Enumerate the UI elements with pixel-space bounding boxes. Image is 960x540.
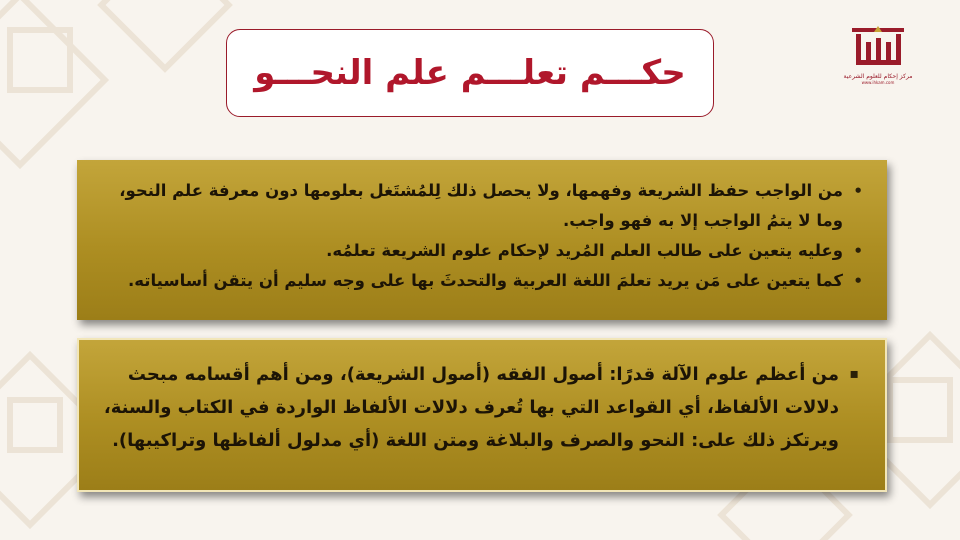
bullet-list-1 bbox=[93, 176, 861, 296]
logo-subtitle: مركز إحكام للعلوم الشرعية bbox=[843, 73, 913, 80]
bullet-body: أصول الفقه (أصول الشريعة)، ومن أهم أقسامه مبحث دلالات الألفاظ، أي القواعد التي بها تُعرف دلالات الألفاظ الواردة في الكتاب والسنة، ويرتكز ذلك على: النحو والصرف والبلاغة ومتن اللغة (أي مدلول ألفاظها وتراكيبها). bbox=[103, 364, 839, 451]
bullet-item: • كما يتعين على مَن يريد تعلمَ اللغة العربية والتحدثَ بها على وجه سليم أن يتقن أساسياته. bbox=[93, 266, 861, 296]
bullet-list-2 bbox=[95, 358, 857, 457]
bullet-lead: من أعظم علوم الآلة قدرًا: bbox=[609, 364, 839, 385]
logo-tagline: www.ihkam.com bbox=[861, 80, 895, 85]
content-panel-1 bbox=[77, 160, 887, 320]
slide-title: حكـــم تعلـــم علم النحـــو bbox=[254, 53, 686, 93]
bullet-item bbox=[95, 358, 857, 457]
bullet-item: • وعليه يتعين على طالب العلم المُريد لإحكام علوم الشريعة تعلمُه. bbox=[93, 236, 861, 266]
slide-title-box bbox=[226, 29, 714, 117]
content-panel-2 bbox=[77, 338, 887, 492]
bullet-item: • من الواجب حفظ الشريعة وفهمها، ولا يحصل ذلك لِلمُشتَغل بعلومها دون معرفة علم النحو، وما لا يتمُ الواجب إلا به فهو واجب. bbox=[93, 176, 861, 236]
brand-logo bbox=[843, 24, 913, 96]
logo-mark-icon bbox=[846, 24, 910, 72]
